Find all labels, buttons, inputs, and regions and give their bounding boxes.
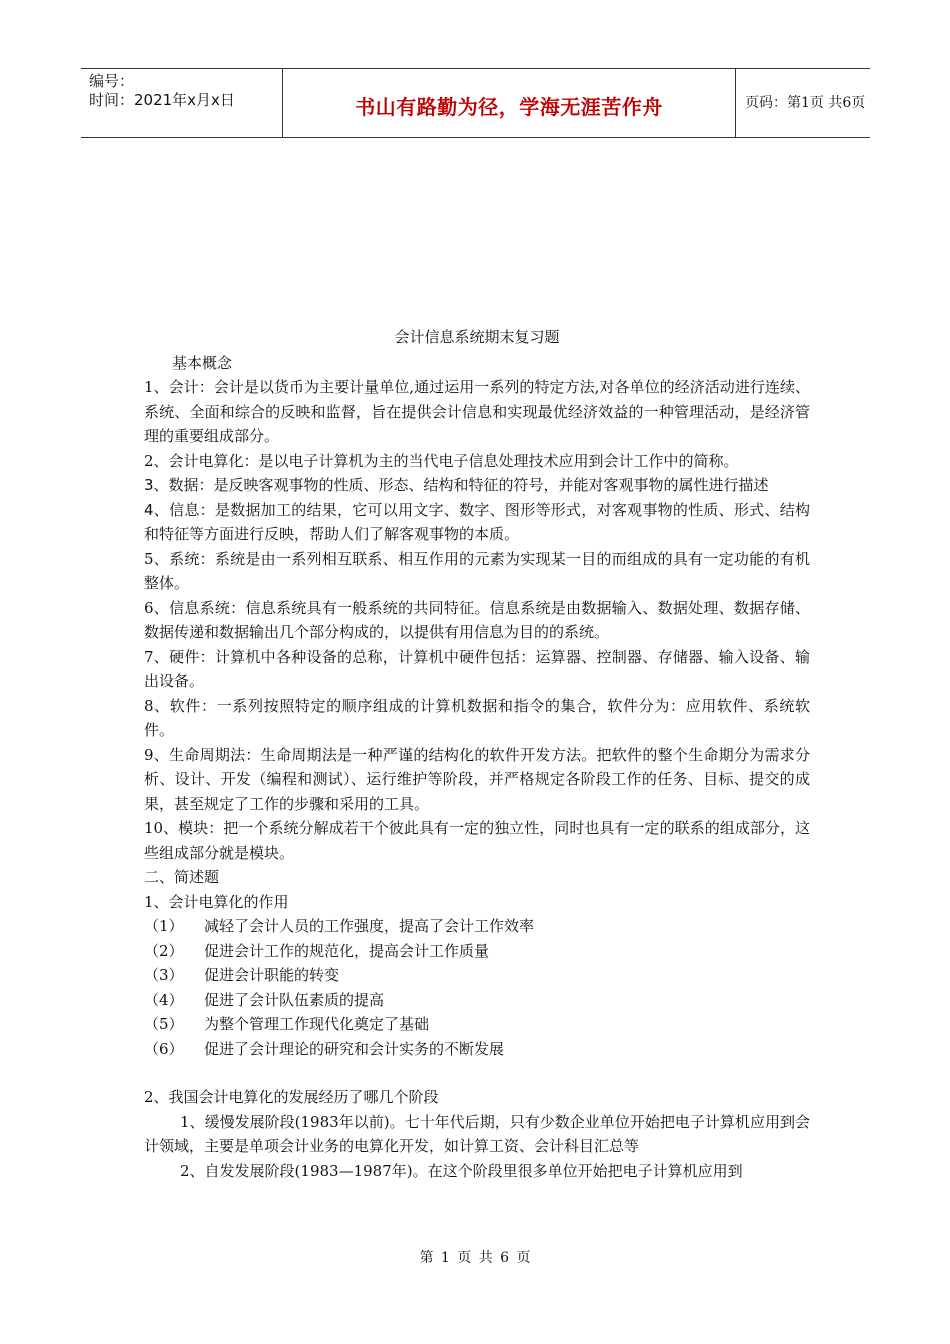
question-2-stage-1: 1、缓慢发展阶段(1983年以前)。七十年代后期，只有少数企业单位开始把电子计算机应用到会计领域，主要是单项会计业务的电算化开发，如计算工资、会计科目汇总等: [144, 1112, 810, 1155]
list-item: （2） 促进会计工作的规范化，提高会计工作质量: [144, 941, 490, 960]
page-label: 页码：第1页 共6页: [745, 95, 866, 111]
page-footer: 第 1 页 共 6 页: [419, 1250, 531, 1266]
header-page-cell: [736, 69, 870, 137]
list-item: （6） 促进了会计理论的研究和会计实务的不断发展: [144, 1039, 505, 1058]
header-motto-cell: [282, 69, 736, 137]
list-item: （4） 促进了会计队伍素质的提高: [144, 990, 385, 1009]
section-heading-short-answer: 二、简述题: [144, 868, 220, 886]
question-2: 2、我国会计电算化的发展经历了哪几个阶段: [144, 1088, 439, 1106]
definition-life-cycle-method: 9、生命周期法：生命周期法是一种严谨的结构化的软件开发方法。把软件的整个生命期分为需求分析、设计、开发（编程和测试）、运行维护等阶段，并严格规定各阶段工作的任务、目标、提交的成果，甚至规定了工作的步骤和采用的工具。: [144, 745, 810, 813]
page-header: [81, 68, 870, 138]
header-meta-cell: [81, 69, 282, 137]
spacer: [144, 1061, 810, 1085]
definition-information: 4、信息：是数据加工的结果，它可以用文字、数字、图形等形式，对客观事物的性质、形式、结构和特征等方面进行反映，帮助人们了解客观事物的本质。: [144, 500, 810, 543]
document-body: [144, 325, 810, 1183]
number-label: 编号：: [89, 72, 135, 90]
motto: 书山有路勤为径，学海无涯苦作舟: [355, 95, 663, 119]
list-item: （5） 为整个管理工作现代化奠定了基础: [144, 1015, 430, 1033]
definition-accounting: 1、会计：会计是以货币为主要计量单位,通过运用一系列的特定方法,对各单位的经济活动进行连续、系统、全面和综合的反映和监督，旨在提供会计信息和实现最优经济效益的一种管理活动，是经济管理的重要组成部分。: [144, 378, 810, 445]
document-title: 会计信息系统期末复习题: [394, 328, 560, 346]
definition-module: 10、模块：把一个系统分解成若干个彼此具有一定的独立性，同时也具有一定的联系的组成部分，这些组成部分就是模块。: [144, 819, 810, 862]
question-1: 1、会计电算化的作用: [144, 892, 289, 911]
definition-software: 8、软件：一系列按照特定的顺序组成的计算机数据和指令的集合，软件分为：应用软件、系统软件。: [144, 696, 810, 739]
list-item: （1） 减轻了会计人员的工作强度，提高了会计工作效率: [144, 917, 535, 935]
time-label: 时间：2021年x月x日: [89, 91, 235, 109]
definition-hardware: 7、硬件：计算机中各种设备的总称，计算机中硬件包括：运算器、控制器、存储器、输入设备、输出设备。: [144, 647, 810, 690]
definition-information-system: 6、信息系统：信息系统具有一般系统的共同特征。信息系统是由数据输入、数据处理、数据存储、数据传递和数据输出几个部分构成的，以提供有用信息为目的的系统。: [144, 598, 810, 641]
question-2-stage-2: 2、自发发展阶段(1983—1987年)。在这个阶段里很多单位开始把电子计算机应用到: [180, 1161, 743, 1180]
definition-accounting-computerization: 2、会计电算化：是以电子计算机为主的当代电子信息处理技术应用到会计工作中的简称。: [144, 451, 739, 470]
list-item: （3） 促进会计职能的转变: [144, 966, 340, 984]
definition-system: 5、系统：系统是由一系列相互联系、相互作用的元素为实现某一目的而组成的具有一定功能的有机整体。: [144, 549, 810, 592]
definition-data: 3、数据：是反映客观事物的性质、形态、结构和特征的符号，并能对客观事物的属性进行描述: [144, 476, 769, 494]
section-heading-basic-concepts: 基本概念: [172, 353, 233, 372]
